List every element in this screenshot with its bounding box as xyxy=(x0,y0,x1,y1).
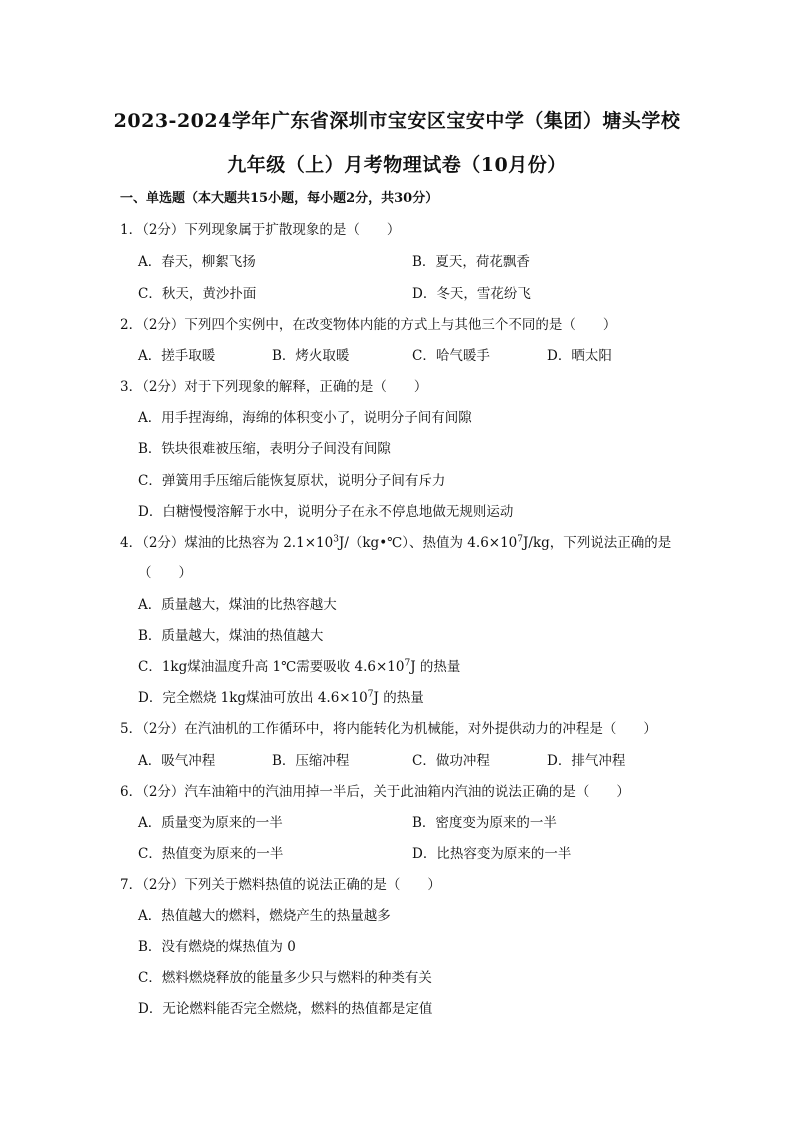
question-6-option-b: B．密度变为原来的一半 xyxy=(412,815,557,831)
q4-optc-pre: C．1kg煤油温度升高 1℃需要吸收 4.6×10 xyxy=(138,659,405,675)
question-3-option-a: A．用手捏海绵，海绵的体积变小了，说明分子间有间隙 xyxy=(138,410,472,426)
q4-stem-mid: J/（kg•℃）、热值为 4.6×10 xyxy=(338,535,518,551)
question-1-option-a: A．春天，柳絮飞扬 xyxy=(138,254,256,270)
question-7-option-a: A．热值越大的燃料，燃烧产生的热量越多 xyxy=(138,908,391,924)
question-3-option-d: D．白糖慢慢溶解于水中，说明分子在永不停息地做无规则运动 xyxy=(138,504,514,520)
question-2-stem: 2．（2分）下列四个实例中，在改变物体内能的方式上与其他三个不同的是（ ） xyxy=(120,317,617,333)
question-4-option-d xyxy=(138,686,424,706)
question-4-stem xyxy=(120,531,671,551)
question-3-option-b: B．铁块很难被压缩，表明分子间没有间隙 xyxy=(138,441,391,457)
q4-optd-exp: 7 xyxy=(367,689,374,700)
question-1-option-d: D．冬天，雪花纷飞 xyxy=(412,286,531,302)
question-5-option-a: A．吸气冲程 xyxy=(138,753,216,769)
question-1-option-c: C．秋天，黄沙扑面 xyxy=(138,286,257,302)
question-5-option-c: C．做功冲程 xyxy=(412,753,490,769)
question-2-option-b: B．烤火取暖 xyxy=(272,348,350,364)
question-2-option-d: D．晒太阳 xyxy=(547,348,612,364)
question-4-option-b: B．质量越大，煤油的热值越大 xyxy=(138,628,324,644)
question-1-stem: 1．（2分）下列现象属于扩散现象的是（ ） xyxy=(120,222,401,238)
question-6-option-d: D．比热容变为原来的一半 xyxy=(412,846,572,862)
question-6-option-a: A．质量变为原来的一半 xyxy=(138,815,283,831)
question-5-option-d: D．排气冲程 xyxy=(547,753,626,769)
exam-title-line1: 2023-2024学年广东省深圳市宝安区宝安中学（集团）塘头学校 xyxy=(113,110,681,132)
question-5-stem: 5．（2分）在汽油机的工作循环中，将内能转化为机械能，对外提供动力的冲程是（ ） xyxy=(120,721,657,737)
q4-optc-post: J 的热量 xyxy=(410,659,461,675)
q4-optd-pre: D．完全燃烧 1kg煤油可放出 4.6×10 xyxy=(138,690,368,706)
q4-stem-post: J/kg，下列说法正确的是 xyxy=(523,535,672,551)
question-2-option-c: C．哈气暖手 xyxy=(412,348,490,364)
question-5-option-b: B．压缩冲程 xyxy=(272,753,350,769)
question-7-option-d: D．无论燃料能否完全燃烧，燃料的热值都是定值 xyxy=(138,1001,433,1017)
q4-optd-post: J 的热量 xyxy=(373,690,424,706)
question-4-stem-cont: （ ） xyxy=(138,565,192,581)
question-3-stem: 3．（2分）对于下列现象的解释，正确的是（ ） xyxy=(120,379,428,395)
question-7-option-c: C．燃料燃烧释放的能量多少只与燃料的种类有关 xyxy=(138,970,432,986)
section-heading: 一、单选题（本大题共15小题，每小题2分，共30分） xyxy=(120,191,439,206)
q4-optc-exp: 7 xyxy=(404,658,411,669)
question-2-option-a: A．搓手取暖 xyxy=(138,348,216,364)
question-7-stem: 7．（2分）下列关于燃料热值的说法正确的是（ ） xyxy=(120,877,441,893)
question-4-option-a: A．质量越大，煤油的比热容越大 xyxy=(138,597,337,613)
question-6-stem: 6．（2分）汽车油箱中的汽油用掉一半后，关于此油箱内汽油的说法正确的是（ ） xyxy=(120,784,630,800)
q4-stem-pre: 4．（2分）煤油的比热容为 2.1×10 xyxy=(120,535,334,551)
question-3-option-c: C．弹簧用手压缩后能恢复原状，说明分子间有斥力 xyxy=(138,473,446,489)
exam-title-line2: 九年级（上）月考物理试卷（10月份） xyxy=(227,154,567,176)
question-4-option-c xyxy=(138,655,460,675)
q4-stem-exp1: 3 xyxy=(333,534,339,545)
q4-stem-exp2: 7 xyxy=(517,534,524,545)
question-1-option-b: B．夏天，荷花飘香 xyxy=(412,254,530,270)
question-6-option-c: C．热值变为原来的一半 xyxy=(138,846,284,862)
question-7-option-b: B．没有燃烧的煤热值为 0 xyxy=(138,939,296,955)
